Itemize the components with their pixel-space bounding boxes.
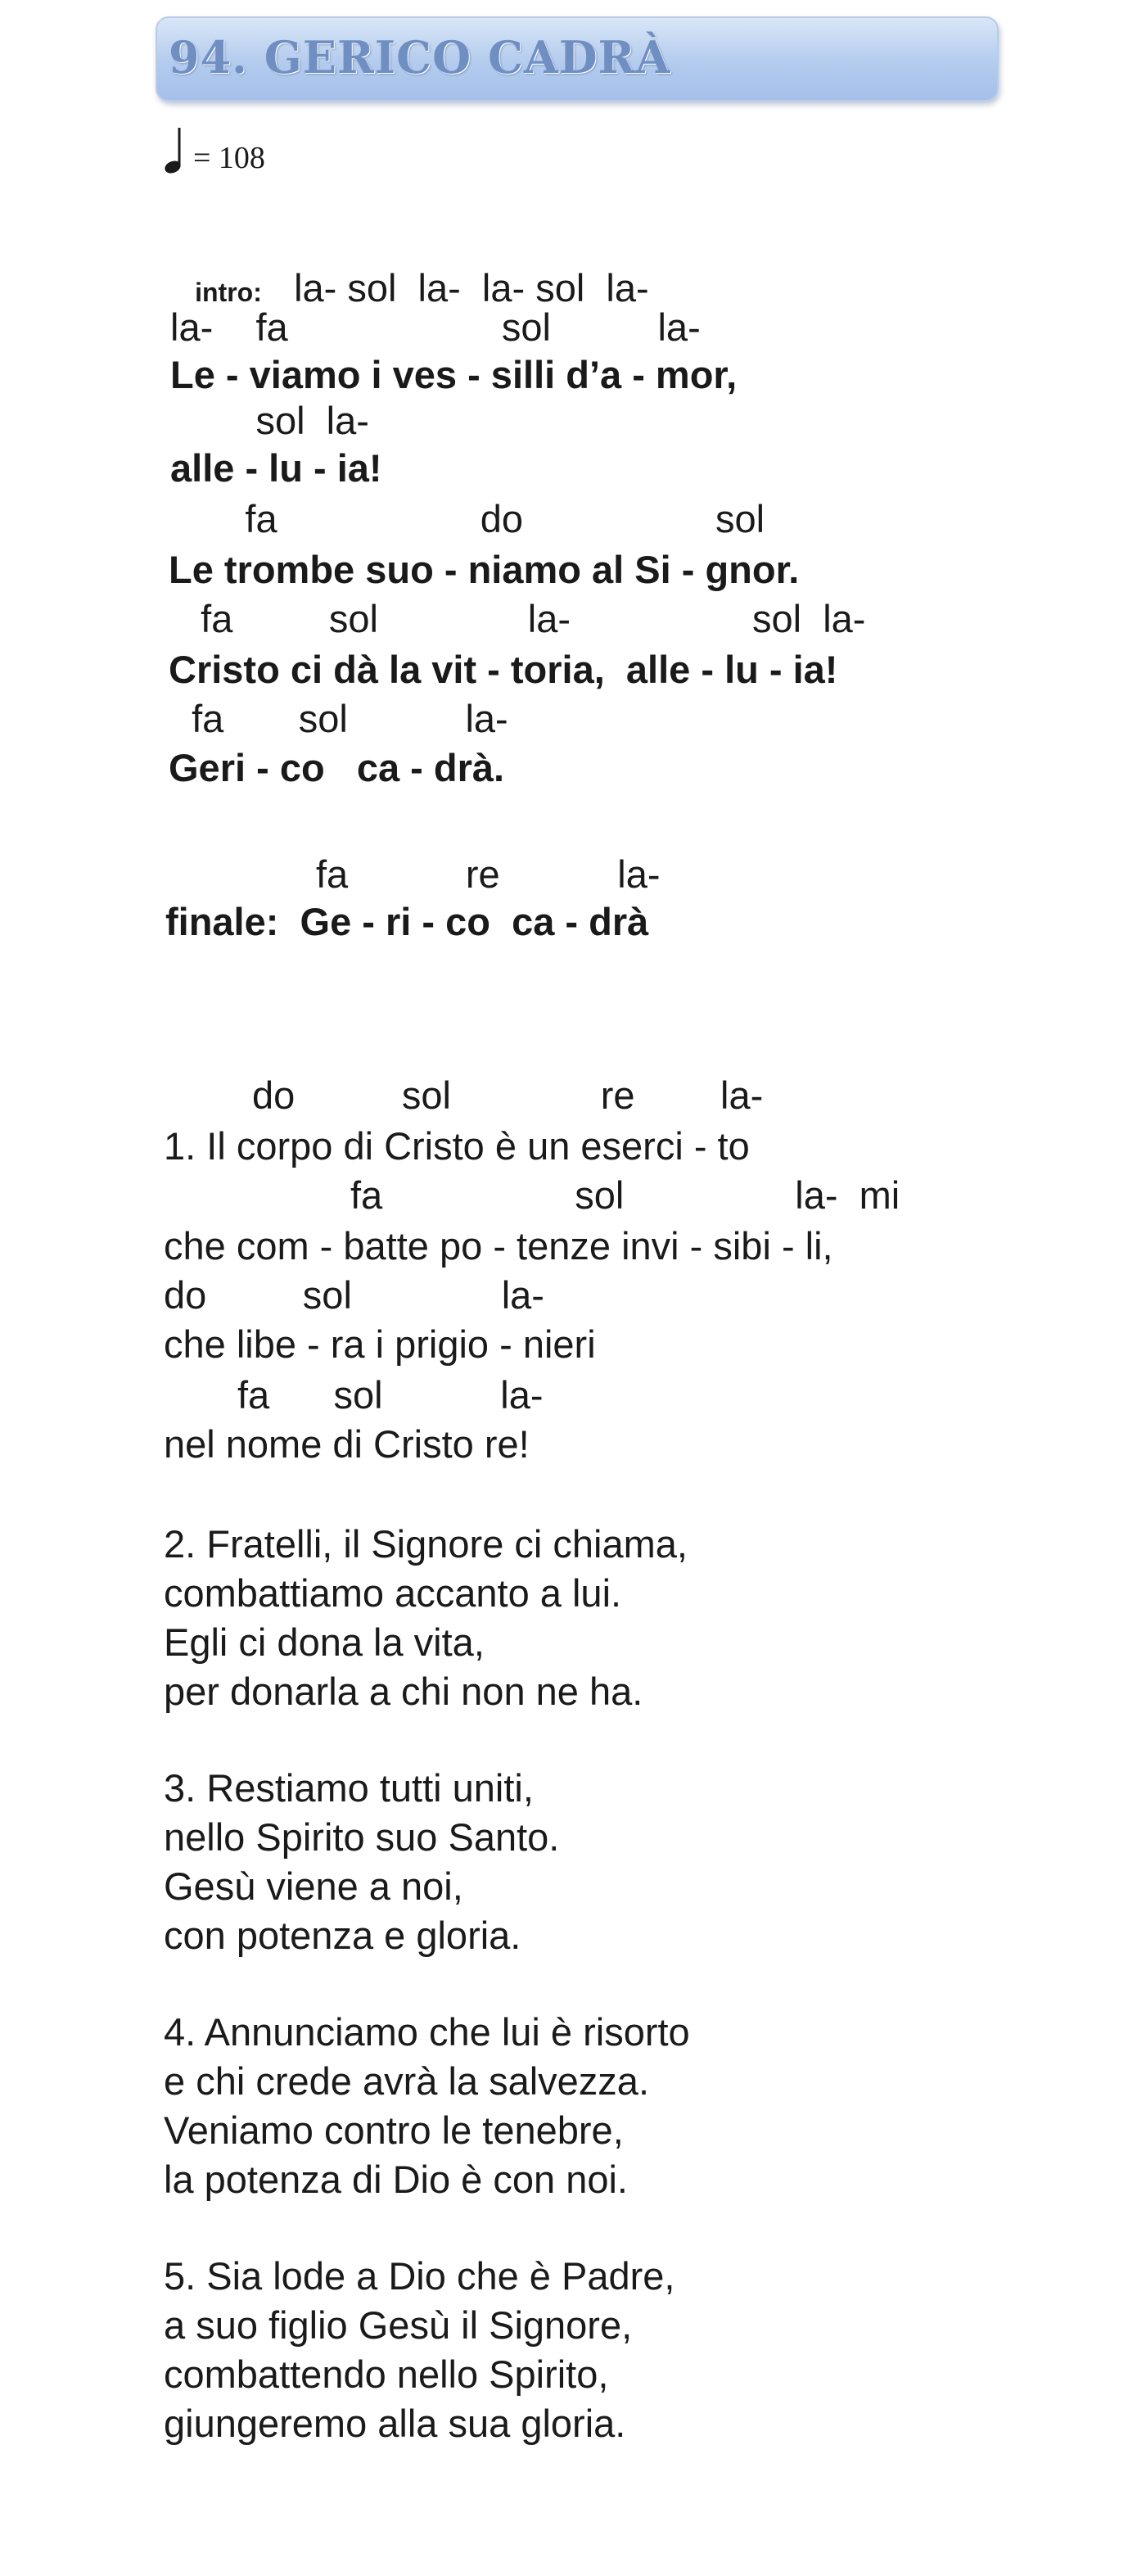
- verse3-line-3: Gesù viene a noi,: [164, 1864, 463, 1908]
- refrain-lyrics-1: Le - viamo i ves - silli d’a - mor,: [170, 353, 738, 396]
- title-banner: [156, 16, 999, 102]
- verse1-lyrics-3: che libe - ra i prigio - nieri: [164, 1322, 596, 1366]
- verse2-line-4: per donarla a chi non ne ha.: [164, 1670, 643, 1713]
- finale-line: [165, 899, 648, 945]
- verse3-line-4: con potenza e gloria.: [164, 1914, 521, 1957]
- verse1-chords-3: do sol la-: [164, 1273, 544, 1317]
- verse4-line-1: 4. Annunciamo che lui è risorto: [164, 2010, 690, 2054]
- finale-lyrics: Ge - ri - co ca - drà: [300, 900, 649, 943]
- refrain-chords-5: fa sol la-: [170, 697, 508, 740]
- quarter-note-icon: [162, 123, 187, 180]
- refrain-chords-3: fa do sol: [170, 497, 765, 540]
- refrain-chords-4: fa sol la- sol la-: [169, 597, 866, 640]
- verse2-line-1: 2. Fratelli, il Signore ci chiama,: [164, 1522, 688, 1566]
- verse3-line-2: nello Spirito suo Santo.: [164, 1815, 560, 1859]
- tempo-value: = 108: [193, 141, 265, 175]
- finale-chords: fa re la-: [316, 852, 661, 896]
- verse5-line-1: 5. Sia lode a Dio che è Padre,: [164, 2254, 675, 2298]
- intro-line: [174, 219, 649, 315]
- verse5-line-4: giungeremo alla sua gloria.: [164, 2402, 626, 2445]
- refrain-lyrics-3: Le trombe suo - niamo al Si - gnor.: [169, 548, 800, 591]
- refrain-chords-2: sol la-: [170, 399, 369, 442]
- verse4-line-2: e chi crede avrà la salvezza.: [164, 2059, 650, 2103]
- verse5-line-2: a suo figlio Gesù il Signore,: [164, 2303, 633, 2347]
- refrain-chords-1: la- fa sol la-: [170, 305, 701, 349]
- verse1-chords-4: fa sol la-: [237, 1373, 544, 1417]
- finale-label: finale:: [165, 900, 279, 943]
- refrain-lyrics-2: alle - lu - ia!: [170, 446, 382, 490]
- verse1-chords-1: do sol re la-: [252, 1073, 764, 1117]
- verse1-lyrics-2: che com - batte po - tenze invi - sibi - li,: [164, 1224, 833, 1268]
- refrain-lyrics-4: Cristo ci dà la vit - toria, alle - lu - ia!: [169, 648, 838, 691]
- verse1-lyrics-4: nel nome di Cristo re!: [164, 1422, 530, 1466]
- verse2-line-2: combattiamo accanto a lui.: [164, 1571, 622, 1615]
- verse4-line-4: la potenza di Dio è con noi.: [164, 2158, 628, 2201]
- verse1-lyrics-1: 1. Il corpo di Cristo è un eserci - to: [164, 1124, 750, 1168]
- intro-label: intro:: [195, 278, 262, 307]
- verse4-line-3: Veniamo contro le tenebre,: [164, 2108, 624, 2152]
- verse1-chords-2: fa sol la- mi: [350, 1173, 900, 1217]
- verse5-line-3: combattendo nello Spirito,: [164, 2352, 609, 2396]
- song-title: 94. GERICO CADRÀ: [169, 31, 671, 84]
- refrain-lyrics-5: Geri - co ca - drà.: [169, 746, 505, 789]
- verse3-line-1: 3. Restiamo tutti uniti,: [164, 1766, 534, 1810]
- verse2-line-3: Egli ci dona la vita,: [164, 1620, 485, 1664]
- intro-chords: la- sol la- la- sol la-: [294, 266, 649, 310]
